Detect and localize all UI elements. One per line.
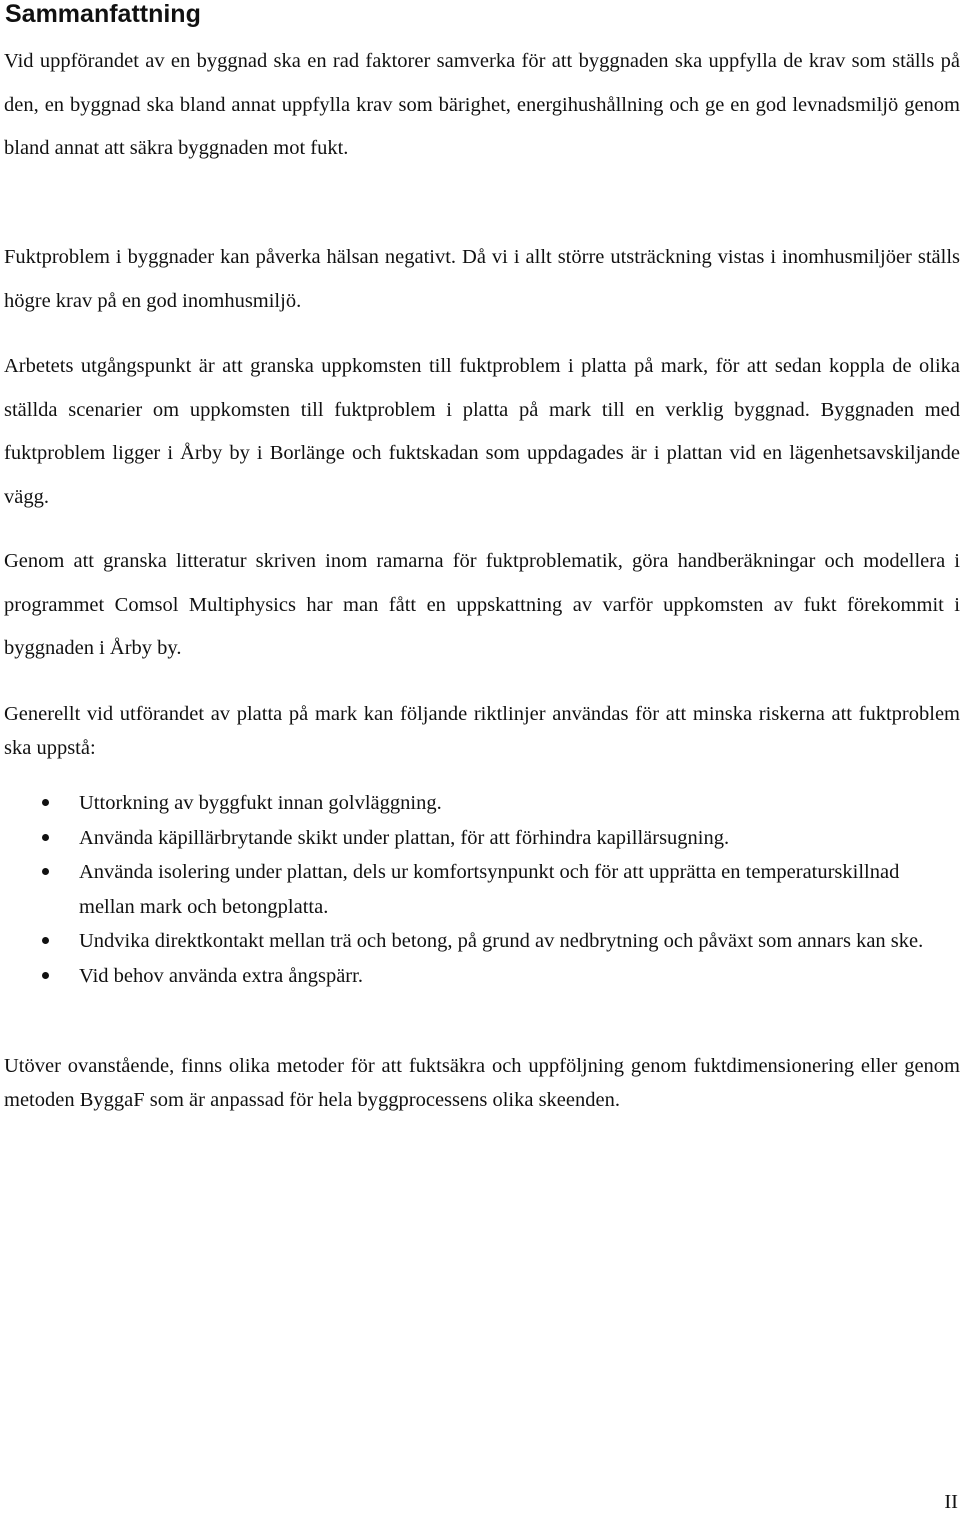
list-item — [0, 786, 960, 821]
page-number: II — [944, 1491, 958, 1513]
paragraph-guidelines-intro: Generellt vid utförandet av platta på mark kan följande riktlinjer användas för att minska riskerna att fuktproblem ska uppstå: — [4, 703, 960, 759]
list-item-text: Använda käpillärbrytande skikt under plattan, för att förhindra kapillärsugning. — [79, 826, 730, 849]
bullet-icon — [42, 868, 49, 875]
list-item — [0, 821, 960, 856]
page-title: Sammanfattning — [5, 0, 201, 28]
bullet-icon — [42, 972, 49, 979]
bullet-icon — [42, 834, 49, 841]
paragraph-closing: Utöver ovanstående, finns olika metoder för att fuktsäkra och uppföljning genom fuktdimensionering eller genom metoden ByggaF som är anpassad för hela byggprocessens olika skeenden. — [4, 1055, 960, 1111]
list-item — [0, 855, 960, 924]
list-item — [0, 959, 960, 994]
bullet-icon — [42, 799, 49, 806]
paragraph-method: Genom att granska litteratur skriven inom ramarna för fuktproblematik, göra handberäkningar och modellera i programmet Comsol Multiphysics har man fått en uppskattning av varför uppkomsten av fukt förekommit i byggnaden i Årby by. — [4, 550, 960, 659]
list-item — [0, 924, 960, 959]
bullet-icon — [42, 937, 49, 944]
guidelines-list — [0, 786, 960, 993]
paragraph-health: Fuktproblem i byggnader kan påverka hälsan negativt. Då vi i allt större utsträckning vistas i inomhusmiljöer ställs högre krav på en god inomhusmiljö. — [4, 246, 960, 312]
list-item-text: Använda isolering under plattan, dels ur komfortsynpunkt och för att upprätta en temperaturskillnad mellan mark och betongplatta. — [79, 861, 900, 918]
list-item-text: Uttorkning av byggfukt innan golvläggning. — [79, 792, 442, 814]
list-item-text: Undvika direktkontakt mellan trä och betong, på grund av nedbrytning och påväxt som annars kan ske. — [79, 930, 924, 952]
paragraph-intro: Vid uppförandet av en byggnad ska en rad faktorer samverka för att byggnaden ska uppfylla de krav som ställs på den, en byggnad ska bland annat uppfylla krav som bärighet, energihushållning och ge en god levnadsmiljö genom bland annat att säkra byggnaden mot fukt. — [4, 50, 960, 159]
paragraph-purpose: Arbetets utgångspunkt är att granska uppkomsten till fuktproblem i platta på mark, för att sedan koppla de olika ställda scenarier om uppkomsten till fuktproblem i platta på mark till en verklig byggnad. Byggnaden med fuktproblem ligger i Årby by i Borlänge och fuktskadan som uppdagades är i plattan vid en lägenhetsavskiljande vägg. — [4, 355, 960, 508]
list-item-text: Vid behov använda extra ångspärr. — [79, 964, 363, 987]
